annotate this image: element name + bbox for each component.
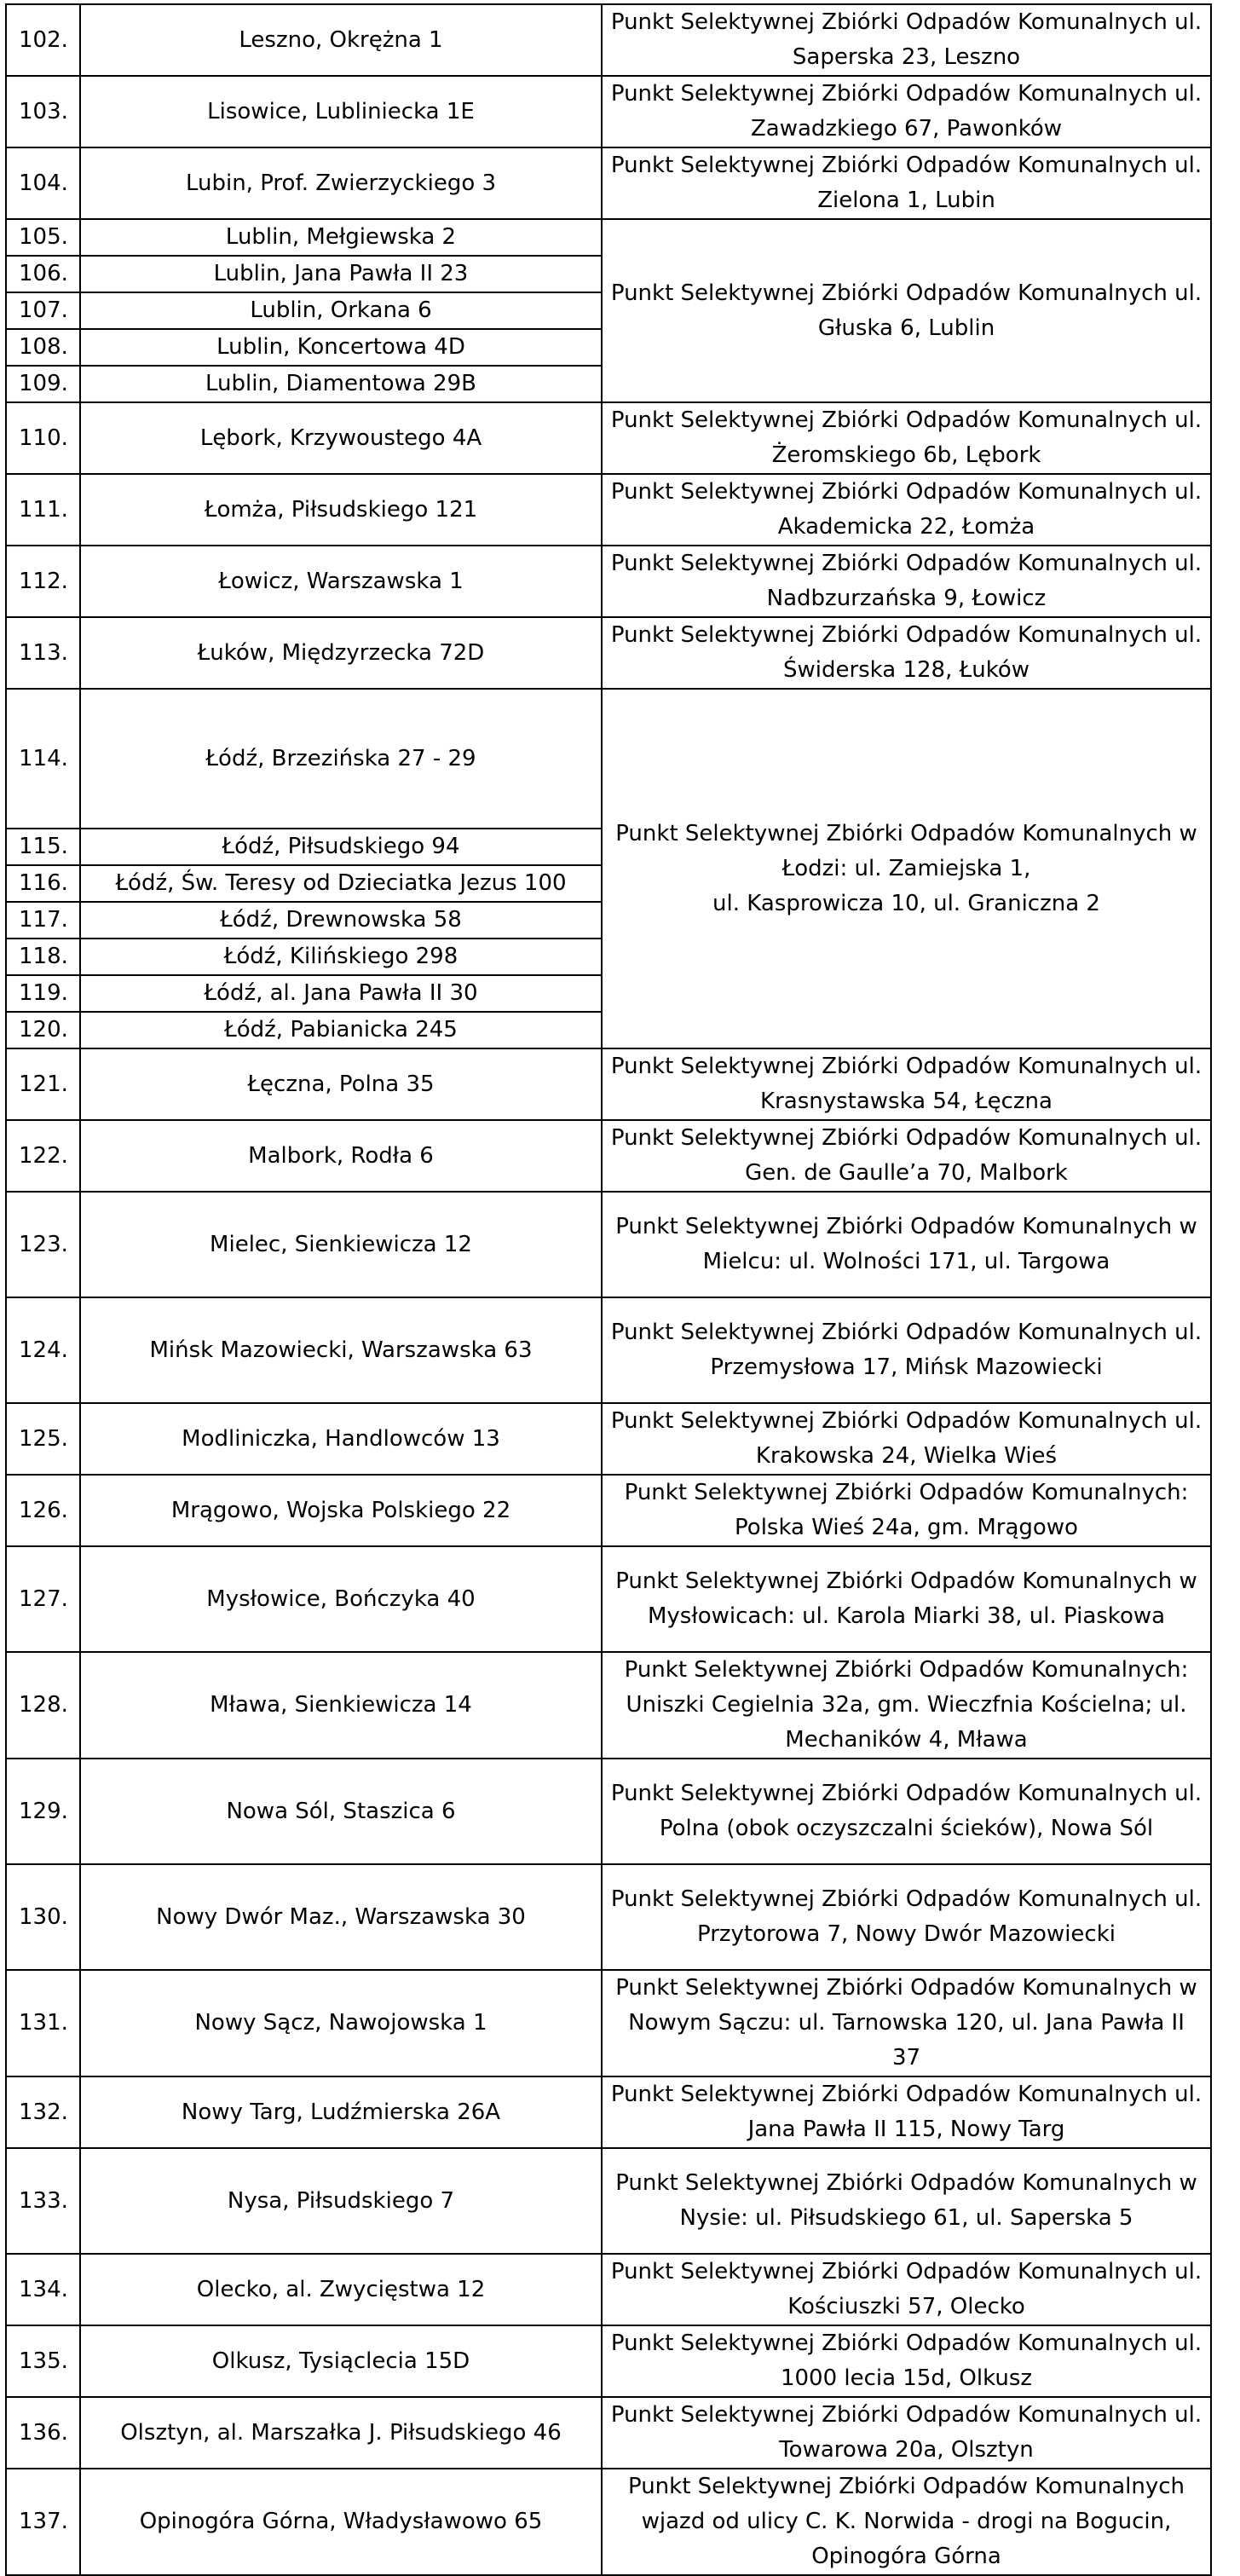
collection-point-line: Punkt Selektywnej Zbiórki Odpadów Komunalnych w [615, 1214, 1197, 1239]
store-address-cell: Mielec, Sienkiewicza 12 [80, 1192, 602, 1297]
table-row [6, 1652, 1211, 1759]
table-row [6, 2397, 1211, 2469]
collection-point-cell [602, 1048, 1211, 1120]
table-row [6, 76, 1211, 147]
store-address-cell: Lublin, Orkana 6 [80, 292, 602, 329]
store-address-cell: Łódź, Pabianicka 245 [80, 1012, 602, 1048]
row-number: 130. [6, 1864, 80, 1970]
store-address-cell: Łódź, Drewnowska 58 [80, 902, 602, 939]
store-address-cell: Lubin, Prof. Zwierzyckiego 3 [80, 147, 602, 219]
row-number: 129. [6, 1759, 80, 1864]
collection-point-line: Punkt Selektywnej Zbiórki Odpadów Komunalnych ul. [610, 1408, 1203, 1434]
store-address-cell: Łódź, Piłsudskiego 94 [80, 829, 602, 865]
table-row [6, 2325, 1211, 2397]
collection-point-line: Głuska 6, Lublin [817, 315, 995, 341]
row-number: 132. [6, 2076, 80, 2148]
collection-point-line: Nysie: ul. Piłsudskiego 61, ul. Saperska 5 [679, 2205, 1133, 2231]
collection-point-line: Opinogóra Górna [811, 2544, 1001, 2569]
table-row [6, 1546, 1211, 1652]
collection-point-cell [602, 546, 1211, 617]
collection-point-line: Zawadzkiego 67, Pawonków [750, 116, 1063, 142]
table-row [6, 402, 1211, 474]
row-number: 134. [6, 2254, 80, 2325]
store-address-cell: Nowy Dwór Maz., Warszawska 30 [80, 1864, 602, 1970]
collection-point-cell [602, 689, 1211, 1048]
table-row [6, 2469, 1211, 2575]
collection-point-line: Punkt Selektywnej Zbiórki Odpadów Komunalnych ul. [610, 153, 1203, 178]
store-address-cell: Mińsk Mazowiecki, Warszawska 63 [80, 1297, 602, 1403]
collection-point-cell [602, 2397, 1211, 2469]
collection-point-line: Punkt Selektywnej Zbiórki Odpadów Komunalnych ul. [610, 2402, 1203, 2428]
store-address-cell: Olsztyn, al. Marszałka J. Piłsudskiego 46 [80, 2397, 602, 2469]
row-number: 121. [6, 1048, 80, 1120]
store-address-cell: Lublin, Jana Pawła II 23 [80, 256, 602, 292]
collection-point-cell [602, 1652, 1211, 1759]
table-row [6, 147, 1211, 219]
row-number: 126. [6, 1475, 80, 1546]
row-number: 122. [6, 1120, 80, 1192]
store-address-cell: Nysa, Piłsudskiego 7 [80, 2148, 602, 2254]
store-address-cell: Lublin, Mełgiewska 2 [80, 219, 602, 256]
row-number: 102. [6, 4, 80, 76]
row-number: 104. [6, 147, 80, 219]
collection-point-line: Punkt Selektywnej Zbiórki Odpadów Komunalnych ul. [610, 2082, 1203, 2107]
collection-point-line: Punkt Selektywnej Zbiórki Odpadów Komunalnych ul. [610, 1320, 1203, 1345]
collection-point-cell [602, 2469, 1211, 2575]
collection-point-line: Punkt Selektywnej Zbiórki Odpadów Komunalnych w [615, 2170, 1197, 2196]
collection-point-line: Punkt Selektywnej Zbiórki Odpadów Komunalnych ul. [610, 1781, 1203, 1806]
collection-point-line: Punkt Selektywnej Zbiórki Odpadów Komunalnych ul. [610, 9, 1203, 35]
collection-point-line: Przemysłowa 17, Mińsk Mazowiecki [710, 1354, 1103, 1380]
collection-point-cell [602, 76, 1211, 147]
store-address-cell: Leszno, Okrężna 1 [80, 4, 602, 76]
store-address-cell: Malbork, Rodła 6 [80, 1120, 602, 1192]
collection-point-line: Punkt Selektywnej Zbiórki Odpadów Komunalnych w [615, 1568, 1197, 1594]
collection-point-cell [602, 147, 1211, 219]
store-address-cell: Mława, Sienkiewicza 14 [80, 1652, 602, 1759]
collection-point-line: Punkt Selektywnej Zbiórki Odpadów Komunalnych ul. [610, 551, 1203, 576]
row-number: 133. [6, 2148, 80, 2254]
collection-point-cell [602, 4, 1211, 76]
store-address-cell: Mysłowice, Bończyka 40 [80, 1546, 602, 1652]
collection-point-line: Punkt Selektywnej Zbiórki Odpadów Komunalnych ul. [610, 2259, 1203, 2284]
row-number: 136. [6, 2397, 80, 2469]
row-number: 137. [6, 2469, 80, 2575]
store-address-cell: Lębork, Krzywoustego 4A [80, 402, 602, 474]
collection-point-cell [602, 1759, 1211, 1864]
collection-point-cell [602, 1403, 1211, 1475]
collection-point-line: Uniszki Cegielnia 32a, gm. Wieczfnia Kościelna; ul. [626, 1692, 1187, 1718]
collection-point-line: Punkt Selektywnej Zbiórki Odpadów Komunalnych: [624, 1480, 1189, 1505]
store-address-cell: Opinogóra Górna, Władysławowo 65 [80, 2469, 602, 2575]
store-address-cell: Łódź, Św. Teresy od Dzieciatka Jezus 100 [80, 865, 602, 902]
table-row [6, 1759, 1211, 1864]
collection-point-line: Krasnystawska 54, Łęczna [760, 1089, 1053, 1114]
collection-point-cell [602, 1192, 1211, 1297]
collection-point-line: Punkt Selektywnej Zbiórki Odpadów Komunalnych: [624, 1657, 1189, 1683]
collection-point-line: Mysłowicach: ul. Karola Miarki 38, ul. Piaskowa [647, 1603, 1166, 1629]
store-address-cell: Mrągowo, Wojska Polskiego 22 [80, 1475, 602, 1546]
collection-point-line: Akademicka 22, Łomża [777, 514, 1035, 540]
store-address-cell: Łomża, Piłsudskiego 121 [80, 474, 602, 546]
collection-point-line: Krakowska 24, Wielka Wieś [755, 1443, 1058, 1469]
table-row [6, 2254, 1211, 2325]
row-number: 127. [6, 1546, 80, 1652]
store-address-cell: Lublin, Diamentowa 29B [80, 366, 602, 402]
table-row [6, 474, 1211, 546]
store-address-cell: Łuków, Międzyrzecka 72D [80, 617, 602, 689]
row-number: 131. [6, 1970, 80, 2076]
collection-point-line: Punkt Selektywnej Zbiórki Odpadów Komunalnych w [615, 1975, 1197, 2001]
table-row [6, 1864, 1211, 1970]
collection-point-line: Mielcu: ul. Wolności 171, ul. Targowa [702, 1249, 1110, 1274]
row-number: 105. [6, 219, 80, 256]
collection-point-line: Polska Wieś 24a, gm. Mrągowo [735, 1515, 1078, 1540]
row-number: 112. [6, 546, 80, 617]
table-row [6, 2076, 1211, 2148]
store-address-cell: Modliniczka, Handlowców 13 [80, 1403, 602, 1475]
row-number: 109. [6, 366, 80, 402]
table-row [6, 1297, 1211, 1403]
table-row [6, 1475, 1211, 1546]
collection-point-cell [602, 2148, 1211, 2254]
table-row [6, 219, 1211, 256]
collection-point-line: wjazd od ulicy C. K. Norwida - drogi na Bogucin, [641, 2509, 1172, 2534]
collection-point-cell [602, 402, 1211, 474]
row-number: 114. [6, 689, 80, 829]
collection-point-cell [602, 1970, 1211, 2076]
store-address-cell: Nowa Sól, Staszica 6 [80, 1759, 602, 1864]
store-address-cell: Łódź, Brzezińska 27 - 29 [80, 689, 602, 829]
table-row [6, 4, 1211, 76]
collection-points-table [5, 3, 1212, 2576]
table-row [6, 617, 1211, 689]
collection-point-line: Towarowa 20a, Olsztyn [779, 2437, 1034, 2463]
table-row [6, 1192, 1211, 1297]
collection-point-cell [602, 2076, 1211, 2148]
collection-point-line: Polna (obok oczyszczalni ścieków), Nowa Sól [659, 1816, 1154, 1841]
table-row [6, 1120, 1211, 1192]
table-row [6, 1403, 1211, 1475]
collection-point-cell [602, 617, 1211, 689]
table-row [6, 2148, 1211, 2254]
store-address-cell: Olkusz, Tysiąclecia 15D [80, 2325, 602, 2397]
collection-point-line: ul. Kasprowicza 10, ul. Graniczna 2 [712, 890, 1100, 916]
row-number: 125. [6, 1403, 80, 1475]
collection-point-line: Łodzi: ul. Zamiejska 1, [781, 855, 1031, 881]
row-number: 106. [6, 256, 80, 292]
collection-point-cell [602, 1120, 1211, 1192]
collection-point-cell [602, 2325, 1211, 2397]
row-number: 124. [6, 1297, 80, 1403]
collection-point-line: Punkt Selektywnej Zbiórki Odpadów Komunalnych w [615, 820, 1197, 846]
store-address-cell: Lisowice, Lubliniecka 1E [80, 76, 602, 147]
collection-point-line: Saperska 23, Leszno [792, 44, 1021, 70]
collection-point-line: Punkt Selektywnej Zbiórki Odpadów Komunalnych ul. [610, 2331, 1203, 2356]
collection-point-line: Punkt Selektywnej Zbiórki Odpadów Komunalnych ul. [610, 280, 1203, 306]
row-number: 110. [6, 402, 80, 474]
row-number: 135. [6, 2325, 80, 2397]
collection-point-cell [602, 1475, 1211, 1546]
collection-point-line: Punkt Selektywnej Zbiórki Odpadów Komunalnych ul. [610, 81, 1203, 107]
collection-point-line: Zielona 1, Lubin [817, 188, 995, 213]
collection-point-line: Mechaników 4, Mława [785, 1727, 1028, 1753]
row-number: 115. [6, 829, 80, 865]
collection-point-line: Żeromskiego 6b, Lębork [771, 442, 1041, 468]
collection-point-line: Nadbzurzańska 9, Łowicz [766, 586, 1047, 611]
row-number: 119. [6, 975, 80, 1012]
collection-point-line: Punkt Selektywnej Zbiórki Odpadów Komunalnych ul. [610, 479, 1203, 505]
table-row [6, 546, 1211, 617]
table-row [6, 1048, 1211, 1120]
row-number: 111. [6, 474, 80, 546]
collection-point-line: Punkt Selektywnej Zbiórki Odpadów Komunalnych ul. [610, 1125, 1203, 1151]
table-body [6, 4, 1211, 2575]
collection-point-line: Świderska 128, Łuków [782, 657, 1030, 683]
collection-point-cell [602, 1864, 1211, 1970]
table-row [6, 689, 1211, 829]
store-address-cell: Łowicz, Warszawska 1 [80, 546, 602, 617]
store-address-cell: Łęczna, Polna 35 [80, 1048, 602, 1120]
collection-point-cell [602, 1546, 1211, 1652]
collection-point-cell [602, 1297, 1211, 1403]
store-address-cell: Nowy Sącz, Nawojowska 1 [80, 1970, 602, 2076]
table-row [6, 1970, 1211, 2076]
collection-point-line: Przytorowa 7, Nowy Dwór Mazowiecki [696, 1921, 1116, 1947]
store-address-cell: Olecko, al. Zwycięstwa 12 [80, 2254, 602, 2325]
row-number: 113. [6, 617, 80, 689]
collection-point-line: Gen. de Gaulle’a 70, Malbork [745, 1160, 1068, 1186]
row-number: 107. [6, 292, 80, 329]
collection-point-line: 1000 lecia 15d, Olkusz [780, 2365, 1033, 2391]
row-number: 117. [6, 902, 80, 939]
collection-point-line: 37 [891, 2045, 921, 2071]
row-number: 116. [6, 865, 80, 902]
collection-point-line: Punkt Selektywnej Zbiórki Odpadów Komunalnych ul. [610, 1054, 1203, 1079]
collection-point-line: Punkt Selektywnej Zbiórki Odpadów Komunalnych ul. [610, 407, 1203, 433]
row-number: 103. [6, 76, 80, 147]
row-number: 128. [6, 1652, 80, 1759]
collection-point-line: Nowym Sączu: ul. Tarnowska 120, ul. Jana Pawła II [628, 2010, 1185, 2036]
row-number: 120. [6, 1012, 80, 1048]
collection-point-line: Punkt Selektywnej Zbiórki Odpadów Komunalnych ul. [610, 1886, 1203, 1912]
collection-point-cell [602, 219, 1211, 402]
store-address-cell: Łódź, Kilińskiego 298 [80, 939, 602, 975]
collection-point-line: Punkt Selektywnej Zbiórki Odpadów Komunalnych ul. [610, 622, 1203, 648]
row-number: 118. [6, 939, 80, 975]
store-address-cell: Łódź, al. Jana Pawła II 30 [80, 975, 602, 1012]
row-number: 123. [6, 1192, 80, 1297]
collection-point-cell [602, 2254, 1211, 2325]
store-address-cell: Lublin, Koncertowa 4D [80, 329, 602, 366]
collection-point-line: Punkt Selektywnej Zbiórki Odpadów Komunalnych [627, 2474, 1185, 2499]
store-address-cell: Nowy Targ, Ludźmierska 26A [80, 2076, 602, 2148]
collection-point-cell [602, 474, 1211, 546]
collection-point-line: Jana Pawła II 115, Nowy Targ [747, 2117, 1065, 2142]
row-number: 108. [6, 329, 80, 366]
collection-point-line: Kościuszki 57, Olecko [787, 2294, 1025, 2319]
